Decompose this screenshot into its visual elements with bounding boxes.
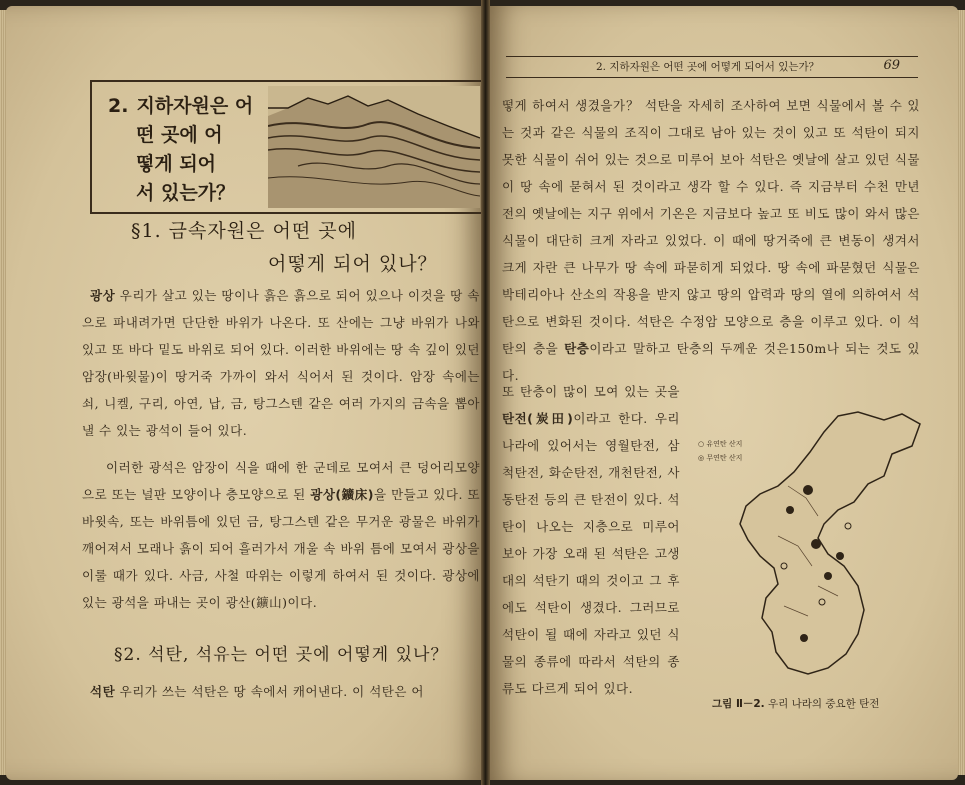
page-number: 69 [883, 58, 900, 73]
chapter-title-line: 떤 곳에 어 [136, 124, 223, 146]
term-bold: 광상 [90, 288, 116, 303]
paragraph-text: 떻게 하여서 생겼을가？ 석탄을 자세히 조사하여 보면 식물에서 볼 수 있는 것과 같은 식물의 조직이 그대로 남아 있는 것이 있고 또 석탄이 되지 못한 식물이 쉬어 있는 것으로 미루어 보아 석탄은 옛날에 살고 있던 식물이 땅 속에 묻혀서 된 것이라고 생각 할 수 있다. 즉 지금부터 수천 만년 전의 옛날에는 지구 위에서 기온은 지금보다 높고 또 비도 많이 와서 많은 식물이 대단히 크게 자라고 있었다. 이 때에 땅거죽에 큰 변동이 생겨서 크게 자란 큰 나무가 땅 속에 파묻히게 되었다. 땅 속에 파묻혔던 식물은 박테리아나 산소의 작용을 받지 않고 땅의 압력과 땅의 열에 의하여서 석탄으로 변화된 것이다. 석탄은 수정암 모양으로 층을 이루고 있다. 이 석탄의 층을 [502, 98, 920, 356]
geology-illustration [268, 86, 480, 208]
caption-label: 그림 Ⅱ－2. [712, 698, 765, 710]
paragraph-text: 우리가 쓰는 석탄은 땅 속에서 캐어낸다. 이 석탄은 어 [115, 684, 424, 699]
running-header [506, 56, 918, 78]
legend-item: ○ 유연탄 산지 [698, 440, 743, 448]
korea-coalfield-map [688, 406, 936, 686]
legend-item: ◎ 무연탄 산지 [698, 454, 743, 462]
paragraph [502, 92, 920, 389]
term-bold: 탄전(炭田) [502, 411, 574, 426]
paragraph [82, 454, 480, 616]
paragraph [82, 282, 480, 444]
section-heading-2: §2. 석탄, 석유는 어떤 곳에 어떻게 있나？ [114, 645, 449, 665]
section-heading-1: §1. 금속자원은 어떤 곳에 [131, 220, 357, 242]
paragraph [82, 678, 480, 705]
term-bold: 광상(鑛床) [310, 487, 374, 502]
paragraph-text: 이라고 말하고 탄층의 두께운 것은150m나 되는 것도 있다. [502, 341, 920, 383]
paragraph-text: 우리가 살고 있는 땅이나 흙은 흙으로 되어 있으나 이것을 땅 속으로 파내려가면 단단한 바위가 나온다. 또 산에는 그냥 바위가 나와 있고 또 바다 밑도 바위로 되어 있다. 이러한 바위에는 땅 속 깊이 있던 암장(바윗물)이 땅거죽 가까이 와서 식어서 된 것이다. 암장 속에는 쇠, 니켈, 구리, 아연, 납, 금, 탕그스텐 같은 여러 가지의 금속을 뽑아낼 수 있는 광석이 들어 있다. [82, 288, 480, 438]
paragraph-text: 이라고 한다. 우리 나라에 있어서는 영월탄전, 삼척탄전, 화순탄전, 개천탄전, 사동탄전 등의 큰 탄전이 있다. 석탄이 나오는 지층으로 미루어 보아 가장 오래 된 석탄은 고생대의 석탄기 때의 것이고 그 후에도 석탄이 생겼다. 그러므로 석탄이 될 때에 자라고 있던 식물의 종류에 따라서 석탄의 종류도 다르게 되어 있다. [502, 411, 680, 696]
map-legend [698, 439, 742, 462]
figure-caption [712, 696, 879, 711]
chapter-title-line: 서 있는가？ [136, 182, 236, 204]
paragraph-text: 이러한 광석은 암장이 식을 때에 한 군데로 모여서 큰 덩어리모양으로 또는 널판 모양이나 층모양으로 된 [82, 460, 480, 502]
term-bold: 석탄 [90, 684, 116, 699]
book-gutter [481, 0, 490, 785]
chapter-header-box [90, 80, 484, 214]
paragraph [502, 378, 680, 702]
right-page [488, 6, 958, 780]
chapter-title [108, 92, 268, 208]
term-bold: 탄층 [564, 341, 590, 356]
paragraph-text: 을 만들고 있다. 또 바윗속, 또는 바위틈에 있던 금, 탕그스텐 같은 무거운 광물은 바위가 깨어져서 모래나 흙이 되어 흘러가서 개울 속 바위 틈에 모여서 광상을 이룰 때가 있다. 사금, 사철 따위는 이렇게 하여서 된 것이다. 광상에 있는 광석을 파내는 곳이 광산(鑛山)이다. [82, 487, 481, 610]
running-header-title: 2. 지하자원은 어떤 곳에 어떻게 되어서 있는가？ [596, 61, 820, 73]
left-page [6, 6, 484, 780]
paragraph-text: 또 탄층이 많이 모여 있는 곳을 [502, 384, 680, 399]
section-heading-1-cont: 어떻게 되어 있나？ [268, 253, 438, 275]
caption-text: 우리 나라의 중요한 탄전 [764, 698, 880, 710]
chapter-title-line: 지하자원은 어 [136, 95, 254, 117]
chapter-title-line: 떻게 되어 [136, 153, 217, 175]
chapter-number: 2. [108, 95, 129, 117]
